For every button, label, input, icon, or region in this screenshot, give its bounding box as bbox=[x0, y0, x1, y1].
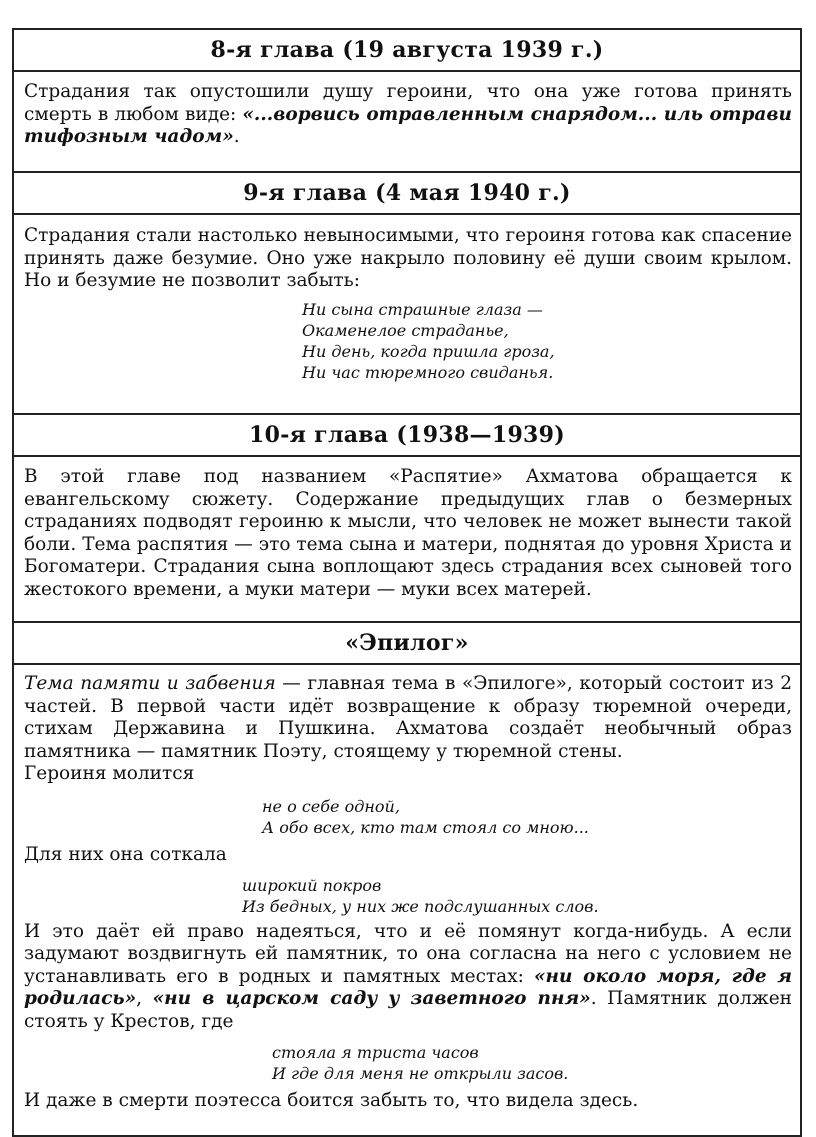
epilogue-hope-a: И это даёт ей право надеяться, что и её помянут когда-нибудь. А если задумают воздвигнуть ей памятник, то она согласна на него с условием не устанавливать его в родных и памятных местах: bbox=[24, 920, 792, 987]
chapter-10-paragraph: В этой главе под названием «Распятие» Ахматова обращается к евангельскому сюжету. Содержание предыдущих глав о безмерных страданиях подводят героиню к мысли, что человек не может вынести такой боли. Тема распятия — это тема сына и матери, поднятая до уровня Христа и Богоматери. Страдания сына воплощают здесь страдания всех сыновей того жестокого времени, а муки матери — муки всех матерей. bbox=[24, 466, 792, 600]
poem-line: Ни день, когда пришла гроза, bbox=[302, 341, 555, 361]
chapters-table bbox=[12, 28, 802, 1137]
epilogue-text bbox=[14, 665, 800, 1135]
chapter-8-text-a: Страдания так опустошили душу героини, что она уже готова принять смерть в любом виде: bbox=[24, 81, 792, 125]
epilogue-poem-3 bbox=[272, 1042, 792, 1084]
chapter-9-paragraph: Страдания стали настолько невыносимыми, что героиня готова как спасение принять даже безумие. Оно уже накрыло половину её души своим крылом. Но и безумие не позволит забыть: bbox=[24, 225, 792, 292]
chapter-8-text-b: . bbox=[233, 126, 240, 148]
chapter-8-quote: «...ворвись отравленным снарядом... иль отрави тифозным чадом» bbox=[24, 103, 792, 148]
poem-line: Ни сына страшные глаза — bbox=[302, 299, 543, 319]
poem-line: не о себе одной, bbox=[262, 796, 400, 816]
epilogue-poem-2 bbox=[242, 875, 792, 917]
epilogue-woven: Для них она соткала bbox=[24, 843, 227, 865]
chapter-9-poem bbox=[302, 299, 792, 383]
poem-line: широкий покров bbox=[242, 875, 382, 895]
epilogue-quote-2: «ни в царском саду у заветного пня» bbox=[152, 988, 591, 1010]
poem-line: А обо всех, кто там стоял со мною... bbox=[262, 817, 589, 837]
chapter-9-heading: 9-я глава (4 мая 1940 г.) bbox=[14, 173, 800, 215]
epilogue-theme: Тема памяти и забвения bbox=[24, 673, 276, 694]
poem-line: Ни час тюремного свиданья. bbox=[302, 362, 554, 382]
epilogue-quote-1: «ни около моря, где я родилась» bbox=[24, 965, 792, 1010]
epilogue-final: И даже в смерти поэтесса боится забыть то, что видела здесь. bbox=[24, 1089, 639, 1111]
poem-line: Из бедных, у них же подслушанных слов. bbox=[242, 896, 599, 916]
epilogue-heading: «Эпилог» bbox=[14, 623, 800, 665]
epilogue-intro-text: — главная тема в «Эпилоге», который состоит из 2 частей. В первой части идёт возвращение к образу тюремной очереди, стихам Державина и Пушкина. Ахматова создаёт необычный образ памятника — памятник Поэту, стоящему у тюремной стены. bbox=[24, 673, 792, 762]
chapter-9-text bbox=[14, 215, 800, 415]
epilogue-hope-b: . Памятник должен стоять у Крестов, где bbox=[24, 988, 792, 1032]
epilogue-hope bbox=[24, 921, 792, 1034]
chapter-10-heading: 10-я глава (1938—1939) bbox=[14, 415, 800, 457]
poem-line: И где для меня не открыли засов. bbox=[272, 1063, 569, 1083]
epilogue-intro bbox=[24, 673, 792, 763]
poem-line: Окаменелое страданье, bbox=[302, 320, 509, 340]
chapter-8-heading: 8-я глава (19 августа 1939 г.) bbox=[14, 30, 800, 72]
epilogue-poem-1 bbox=[262, 796, 792, 838]
chapter-10-text bbox=[14, 457, 800, 623]
epilogue-hope-sep: , bbox=[136, 988, 153, 1010]
epilogue-prays: Героиня молится bbox=[24, 763, 195, 785]
chapter-8-text bbox=[14, 72, 800, 173]
poem-line: стояла я триста часов bbox=[272, 1042, 479, 1062]
